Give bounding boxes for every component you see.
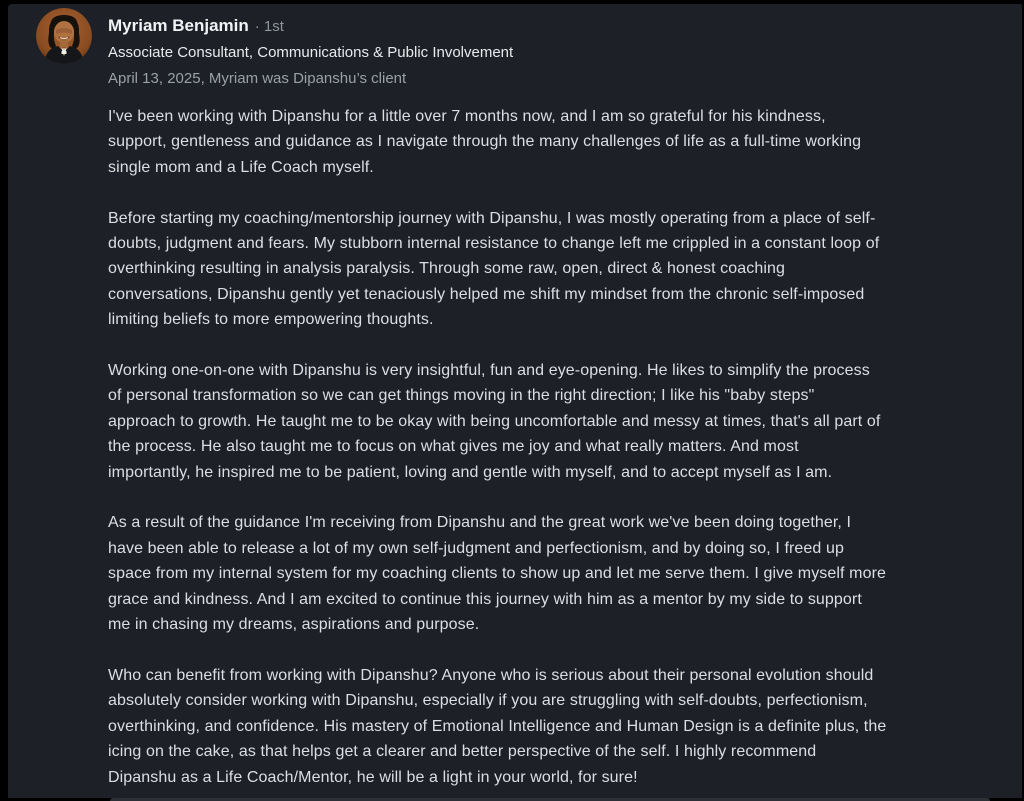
recommendation-text (108, 104, 998, 790)
connection-degree: · 1st (254, 18, 284, 35)
avatar-photo (36, 8, 92, 64)
name-line (108, 13, 998, 40)
recommender-name[interactable]: Myriam Benjamin (108, 16, 249, 35)
recommendation-paragraph: Before starting my coaching/mentorship journey with Dipanshu, I was mostly operating from a place of self- doubts, judgment and fears. My stubborn internal resistance to change left me crippled in a constant loop of overthinking resulting in analysis paralysis. Through some raw, open, direct & honest coaching conversations, Dipanshu gently yet tenaciously helped me shift my mindset from the chronic self-imposed limiting beliefs to more empowering thoughts. (108, 209, 880, 329)
recommendation-card (8, 4, 1022, 798)
recommender-header (108, 13, 998, 92)
recommendation-paragraph: As a result of the guidance I'm receiving from Dipanshu and the great work we've been doing together, I have been able to release a lot of my own self-judgment and perfectionism, and by doing so, I freed up space from my internal system for my coaching clients to show up and let me serve them. I give myself more grace and kindness. And I am excited to continue this journey with him as a mentor by my side to support me in chasing my dreams, aspirations and purpose. (108, 514, 887, 634)
avatar[interactable] (36, 8, 92, 64)
recommendation-paragraph: Who can benefit from working with Dipanshu? Anyone who is serious about their personal evolution should absolutely consider working with Dipanshu, especially if you are struggling with self-doubts, perfectionism, overthinking, and confidence. His mastery of Emotional Intelligence and Human Design is a definite plus, the icing on the cake, as that helps get a clearer and better perspective of the self. I highly recommend Dipanshu as a Life Coach/Mentor, he will be a light in your world, for sure! (108, 666, 887, 786)
recommendation-paragraph: I've been working with Dipanshu for a little over 7 months now, and I am so grateful for his kindness, support, gentleness and guidance as I navigate through the many challenges of life as a full-time working single mom and a Life Coach myself. (108, 108, 862, 176)
recommendation-paragraph: Working one-on-one with Dipanshu is very insightful, fun and eye-opening. He likes to simplify the process of personal transformation so we can get things moving in the right direction; I like his "baby steps" approach to growth. He taught me to be okay with being uncomfortable and messy at times, that's all part of the process. He also taught me to focus on what gives me joy and what really matters. And most importantly, he inspired me to be patient, loving and gentle with myself, and to accept myself as I am. (108, 362, 881, 481)
recommendation-context: April 13, 2025, Myriam was Dipanshu’s client (108, 70, 407, 87)
recommender-headline: Associate Consultant, Communications & Public Involvement (108, 44, 514, 61)
